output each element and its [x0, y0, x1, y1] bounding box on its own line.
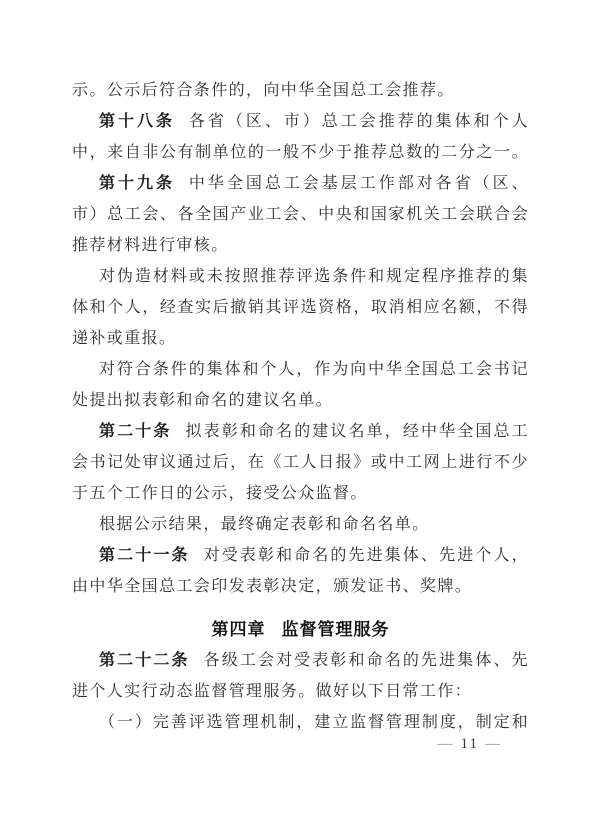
article-number: 第二十二条 — [99, 652, 190, 669]
line-text: 推荐材料进行审核。 — [72, 237, 229, 254]
line-text: 体和个人，经查实后撤销其评选资格，取消相应名额，不得 — [72, 299, 529, 316]
page-number-dash-right: — — [485, 736, 502, 752]
text-line — [72, 261, 529, 292]
line-text: 拟表彰和命名的建议名单，经中华全国总工 — [185, 423, 529, 440]
text-line — [72, 478, 529, 509]
chapter-number: 第四章 — [211, 620, 266, 639]
line-text: 处提出拟表彰和命名的建议名单。 — [72, 392, 334, 409]
article-number: 第二十条 — [99, 423, 172, 440]
article-number: 第二十一条 — [99, 547, 190, 564]
chapter-title: 监督管理服务 — [281, 620, 390, 639]
text-line-article-19 — [72, 168, 529, 199]
text-line-article-21 — [72, 540, 529, 571]
page-number-dash-left: — — [437, 736, 455, 752]
text-line — [72, 571, 529, 602]
text-line-article-18 — [72, 106, 529, 137]
line-text: 根据公示结果，最终确定表彰和命名名单。 — [99, 516, 430, 533]
text-line-article-20 — [72, 416, 529, 447]
document-body — [72, 75, 529, 738]
line-text: 于五个工作日的公示，接受公众监督。 — [72, 485, 368, 502]
text-line — [72, 137, 529, 168]
text-line — [72, 75, 529, 106]
line-text: 各省（区、市）总工会推荐的集体和个人 — [188, 113, 529, 130]
text-line — [72, 199, 529, 230]
text-line — [72, 447, 529, 478]
text-line — [72, 230, 529, 261]
line-text: 对符合条件的集体和个人，作为向中华全国总工会书记 — [99, 361, 529, 378]
line-text: 中华全国总工会基层工作部对各省（区、 — [188, 175, 529, 192]
text-line — [72, 676, 529, 707]
line-text: 对受表彰和命名的先进集体、先进个人， — [203, 547, 529, 564]
article-number: 第十九条 — [99, 175, 175, 192]
line-text: 市）总工会、各全国产业工会、中央和国家机关工会联合会 — [72, 206, 529, 223]
line-text: 对伪造材料或未按照推荐评选条件和规定程序推荐的集 — [99, 268, 529, 285]
line-text: （一）完善评选管理机制，建立监督管理制度，制定和 — [99, 714, 529, 731]
line-text: 递补或重报。 — [72, 330, 177, 347]
line-text: 示。公示后符合条件的，向中华全国总工会推荐。 — [72, 82, 455, 99]
text-line — [72, 323, 529, 354]
text-line-article-22 — [72, 645, 529, 676]
line-text: 中，来自非公有制单位的一般不少于推荐总数的二分之一。 — [72, 144, 529, 161]
page-number-value: 11 — [460, 736, 479, 752]
chapter-heading — [72, 614, 529, 645]
line-text: 由中华全国总工会印发表彰决定，颁发证书、奖牌。 — [72, 578, 473, 595]
line-text: 会书记处审议通过后，在《工人日报》或中工网上进行不少 — [72, 454, 529, 471]
line-text: 各级工会对受表彰和命名的先进集体、先 — [203, 652, 529, 669]
article-number: 第十八条 — [99, 113, 175, 130]
line-text: 进个人实行动态监督管理服务。做好以下日常工作： — [72, 683, 473, 700]
page-number — [432, 734, 508, 754]
text-line — [72, 509, 529, 540]
text-line — [72, 385, 529, 416]
text-line — [72, 292, 529, 323]
text-line — [72, 354, 529, 385]
